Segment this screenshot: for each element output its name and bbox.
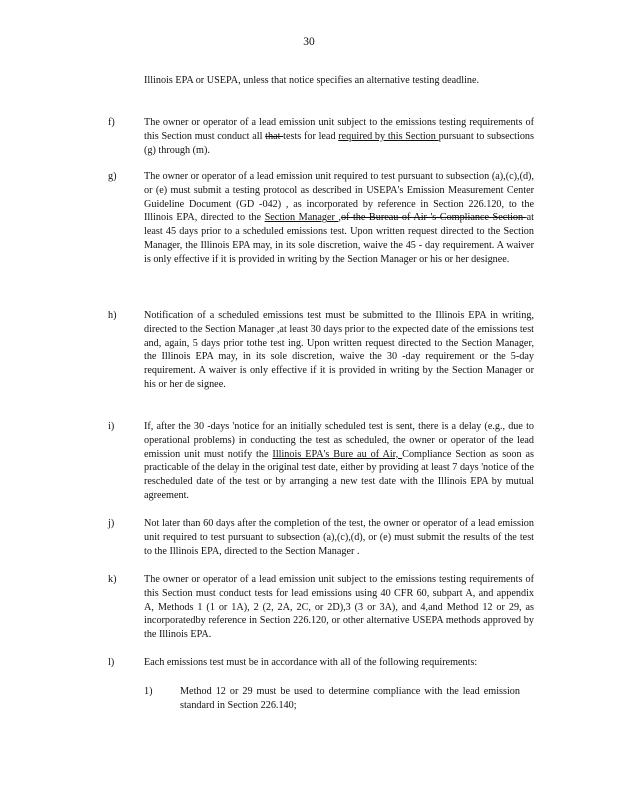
page-number: 30	[303, 36, 315, 48]
paragraph-text: Notification of a scheduled emissions test must be submitted to the Illinois EPA in writing, directed to the Section Manager ,at least 30 days prior to the expected date of the emissions test and, again, 5 days prior tothe test ing. Upon written request directed to the Section Manager, the Illinois EPA may, in its sole discretion, waive the 30 -day requirement or the 5-day requirement. A waiver is only effective if it is provided in writing by the Section Manager or his or her de signee.	[144, 310, 534, 390]
paragraph-label: l)	[108, 657, 115, 668]
paragraph-label: g)	[108, 171, 117, 182]
struck-text: that	[265, 130, 284, 142]
paragraph-text: If, after the 30 -days 'notice for an initially scheduled test is sent, there is a delay (e.g., due to operational problems) in conducting the test as scheduled, the owner or operator of the lead emission unit must notify the Illinois EPA's Bure au of Air, Compliance Section as soon as practicable of the delay in the original test date, either by providing at least 7 days 'notice of the rescheduled date of the test or by arranging a new test date with the Illinois EPA by mutual agreement.	[144, 421, 534, 501]
struck-text: of the Bureau of Air 's Compliance Section	[340, 212, 527, 224]
inserted-text: Section Manager	[264, 212, 339, 224]
inserted-text: Illinois EPA's Bure au of Air,	[272, 448, 403, 460]
continuation-text: Illinois EPA or USEPA, unless that notice specifies an alternative testing deadline.	[144, 75, 480, 86]
paragraph-label: j)	[108, 518, 115, 529]
inserted-text: required by this Section	[338, 130, 439, 142]
paragraph-label: h)	[108, 310, 117, 321]
paragraph-label: f)	[108, 117, 115, 128]
paragraph-label: k)	[108, 574, 117, 585]
subitem-text: Method 12 or 29 must be used to determine compliance with the lead emission standard in Section 226.140;	[180, 686, 520, 711]
paragraph-label: i)	[108, 421, 115, 432]
paragraph-text: The owner or operator of a lead emission unit subject to the emissions testing requirements of this Section must conduct tests for lead emissions using 40 CFR 60, subpart A, and appendix A, Methods 1 (1 or 1A), 2 (2, 2A, 2C, or 2D),3 (3 or 3A), and 4,and Method 12 or 29, as incorporatedby reference in Section 226.120, or other alternative USEPA methods approved by the Illinois EPA.	[144, 574, 534, 641]
paragraph-text: The owner or operator of a lead emission unit subject to the emissions testing requirements of this Section must conduct all that tests for lead required by this Section pursuant to subsections (g) through (m).	[144, 117, 534, 156]
paragraph-text: The owner or operator of a lead emission unit required to test pursuant to subsection (a),(c),(d), or (e) must submit a testing protocol as described in USEPA's Emission Measurement Center Guideline Document (GD -042) , as incorporated by reference in Section 226.120, to the Illinois EPA, directed to the Section Manager ,of the Bureau of Air 's Compliance Section at least 45 days prior to a scheduled emissions test. Upon written request directed to the Section Manager, the Illinois EPA may, in its sole discretion, waive the 45 - day requirement. A waiver is only effective if it is provided in writing by the Section Manager or his or her designee.	[144, 171, 534, 265]
paragraph-text: Not later than 60 days after the completion of the test, the owner or operator of a lead emission unit required to test pursuant to subsection (a),(c),(d), or (e) must submit the results of the test to the Illinois EPA, directed to the Section Manager .	[144, 518, 534, 557]
paragraph-text: Each emissions test must be in accordance with all of the following requirements:	[144, 657, 478, 668]
subitem-label: 1)	[144, 686, 153, 697]
